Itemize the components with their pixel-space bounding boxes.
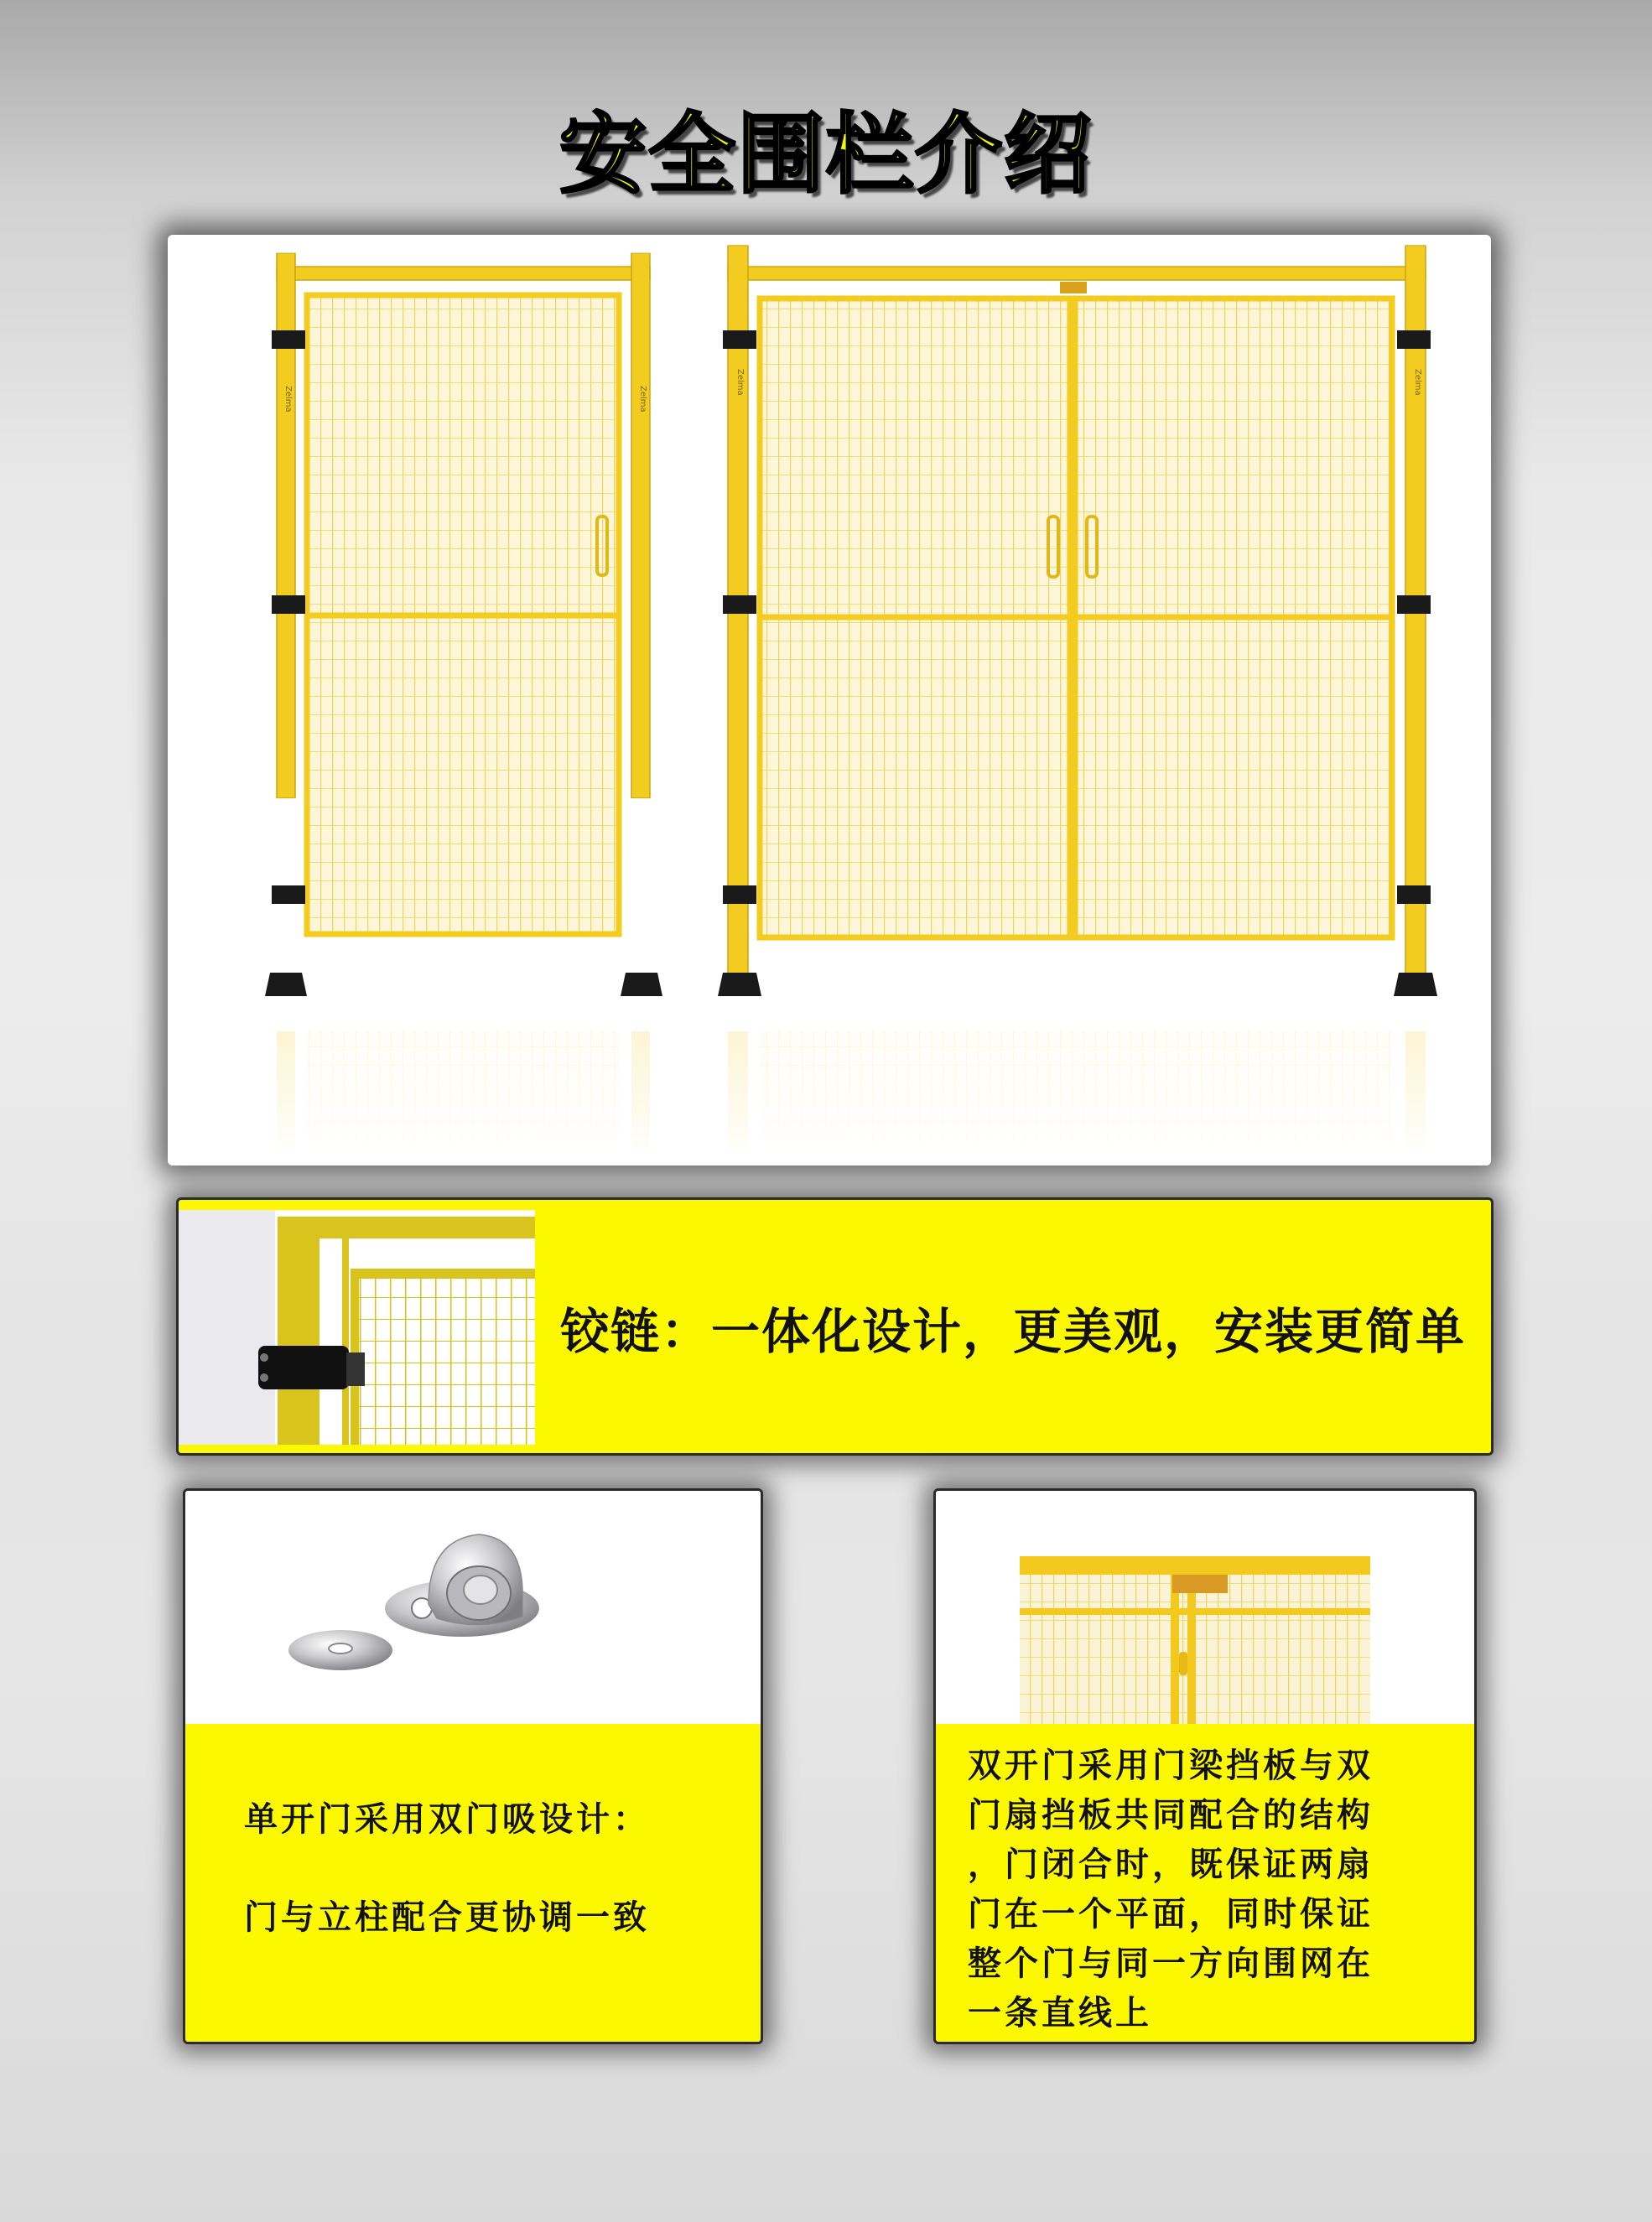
door-beam-closeup-image [936,1491,1474,1724]
door-catch-image [185,1491,761,1724]
post-brand-label: Zelma [735,369,745,396]
hinge-description: 铰链：一体化设计，更美观，安装更简单 [560,1303,1467,1360]
post-brand-label: Zelma [1413,369,1422,396]
double-door-image-area [936,1491,1474,1724]
page-title: 安全围栏介绍 [558,103,1093,205]
hinge-feature-panel [176,1197,1494,1456]
latch-description-line2: 门与立柱配合更协调一致 [244,1898,650,1937]
single-door-fence [265,253,662,996]
latch-description-line1: 单开门采用双门吸设计： [244,1799,650,1839]
hinge-closeup-image [179,1210,535,1445]
post-brand-label: Zelma [638,386,647,413]
fence-product-panel [168,235,1491,1166]
post-brand-label: Zelma [283,386,293,413]
door-latch-panel [183,1488,763,2044]
latch-image-area [185,1491,761,1724]
double-door-description: 双开门采用门梁挡板与双 门扇挡板共同配合的结构 ，门闭合时，既保证两扇 门在一个平面，同时保证 整个门与同一方向围网在 一条直线上 [968,1746,1374,2033]
double-door-panel [933,1488,1477,2044]
double-door-fence [718,246,1437,996]
fence-illustration [168,235,1491,1166]
